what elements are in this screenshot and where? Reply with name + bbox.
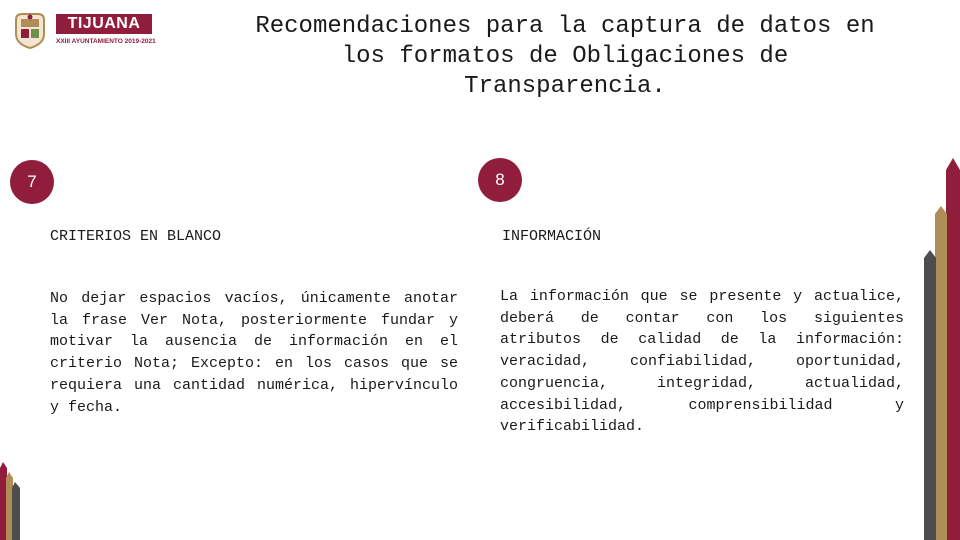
page-title: Recomendaciones para la captura de datos en los formatos de Obligaciones de Transparencia. (255, 13, 875, 100)
section-number-badge: 8 (478, 158, 522, 202)
section-heading: INFORMACIÓN (502, 228, 602, 245)
left-stripe-maroon (0, 462, 7, 540)
right-stripe-gray (924, 250, 936, 540)
city-seal-icon (10, 10, 50, 50)
left-stripes (0, 462, 20, 540)
section-text: La información que se presente y actualice, deberá de contar con los siguientes atributos de calidad de la información: veracidad, confiabilidad, oportunidad, congruencia, integridad, actualidad, accesibilidad, comprensibilidad y verificabilidad. (500, 288, 904, 436)
logo (10, 10, 156, 52)
left-stripe-gray (12, 482, 20, 540)
section-number-badge: 7 (10, 160, 54, 204)
logo-subtitle: XXIII AYUNTAMIENTO 2019-2021 (56, 38, 156, 45)
right-stripe-gold (935, 206, 947, 540)
section-heading: CRITERIOS EN BLANCO (50, 228, 222, 245)
right-stripe-maroon (946, 158, 960, 540)
section-text: No dejar espacios vacíos, únicamente anotar la frase Ver Nota, posteriormente fundar y motivar la ausencia de información en el criterio Nota; Excepto: en los casos que se requiera una cantidad numérica, hipervínculo y fecha. (50, 290, 458, 416)
left-stripe-gold (6, 472, 13, 540)
logo-name: TIJUANA (56, 14, 152, 34)
right-stripes (924, 158, 960, 540)
